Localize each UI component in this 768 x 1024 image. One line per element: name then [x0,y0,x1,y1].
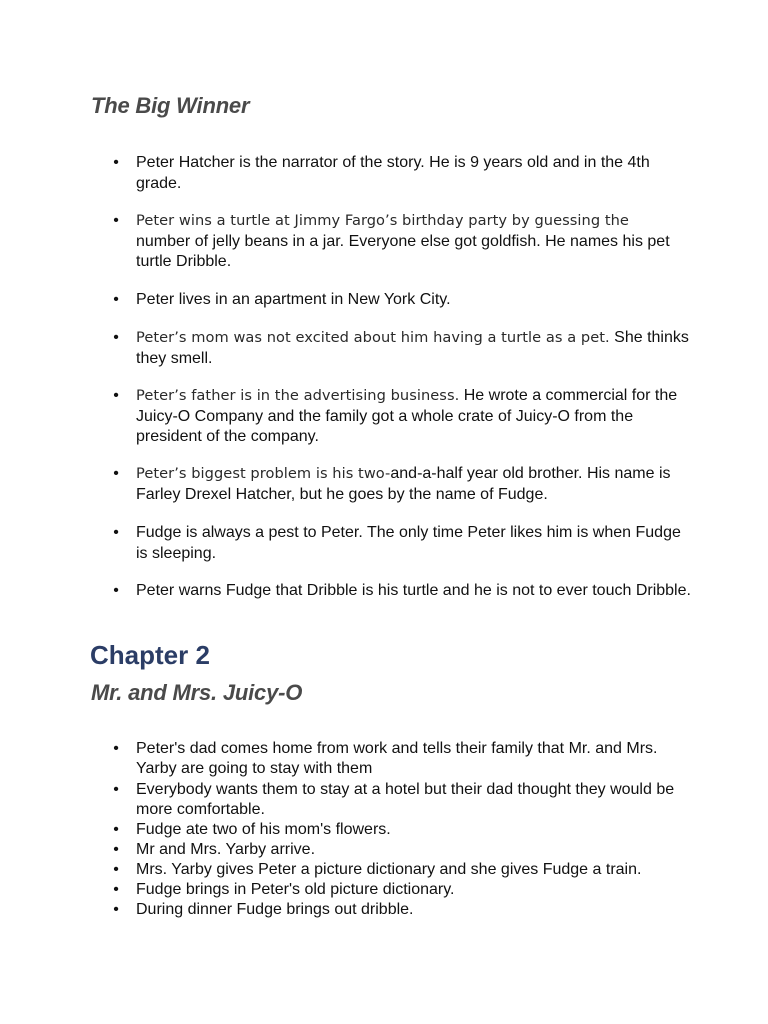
bullet-icon: • [113,901,119,918]
bullet-icon: • [113,582,119,599]
chapter-heading: Chapter 2 [90,640,210,670]
bullet-icon: • [113,154,119,171]
list-item: • Peter’s mom was not excited about him having a turtle as a pet. She thinks they smell. [136,328,696,369]
list-item: • Mrs. Yarby gives Peter a picture dictionary and she gives Fudge a train. [136,860,696,880]
list-item: • Fudge brings in Peter's old picture dictionary. [136,880,696,900]
list-item: • Peter lives in an apartment in New York City. [136,290,696,311]
bullet-icon: • [113,841,119,858]
list-item: • Peter’s father is in the advertising business. He wrote a commercial for the Juicy-O Company and the family got a whole crate of Juicy-O from the president of the company. [136,386,696,448]
list-item: • Peter wins a turtle at Jimmy Fargo’s birthday party by guessing the number of jelly beans in a jar. Everyone else got goldfish. He names his pet turtle Dribble. [136,211,696,273]
bullet-icon: • [113,740,119,757]
chapter-subtitle: Mr. and Mrs. Juicy-O [91,680,303,705]
list-item: • Fudge ate two of his mom's flowers. [136,820,696,840]
bullet-icon: • [113,781,119,798]
bullet-icon: • [113,881,119,898]
list-item: • During dinner Fudge brings out dribble. [136,900,696,920]
bullet-icon: • [113,291,119,308]
list-item: • Mr and Mrs. Yarby arrive. [136,840,696,860]
list-item: • Peter warns Fudge that Dribble is his turtle and he is not to ever touch Dribble. [136,581,696,602]
bullet-icon: • [113,861,119,878]
bullet-icon: • [113,212,119,229]
list-item: • Fudge is always a pest to Peter. The only time Peter likes him is when Fudge is sleeping. [136,523,696,564]
bullet-icon: • [113,524,119,541]
section-title: The Big Winner [91,93,250,118]
list-item: • Peter's dad comes home from work and tells their family that Mr. and Mrs. Yarby are going to stay with them [136,739,696,780]
bullet-icon: • [113,465,119,482]
bullet-icon: • [113,387,119,404]
list-item: • Everybody wants them to stay at a hotel but their dad thought they would be more comfortable. [136,780,696,821]
list-item: • Peter’s biggest problem is his two-and-a-half year old brother. His name is Farley Drexel Hatcher, but he goes by the name of Fudge. [136,464,696,505]
bullet-icon: • [113,821,119,838]
bullet-icon: • [113,329,119,346]
list-item: • Peter Hatcher is the narrator of the story. He is 9 years old and in the 4th grade. [136,153,696,194]
